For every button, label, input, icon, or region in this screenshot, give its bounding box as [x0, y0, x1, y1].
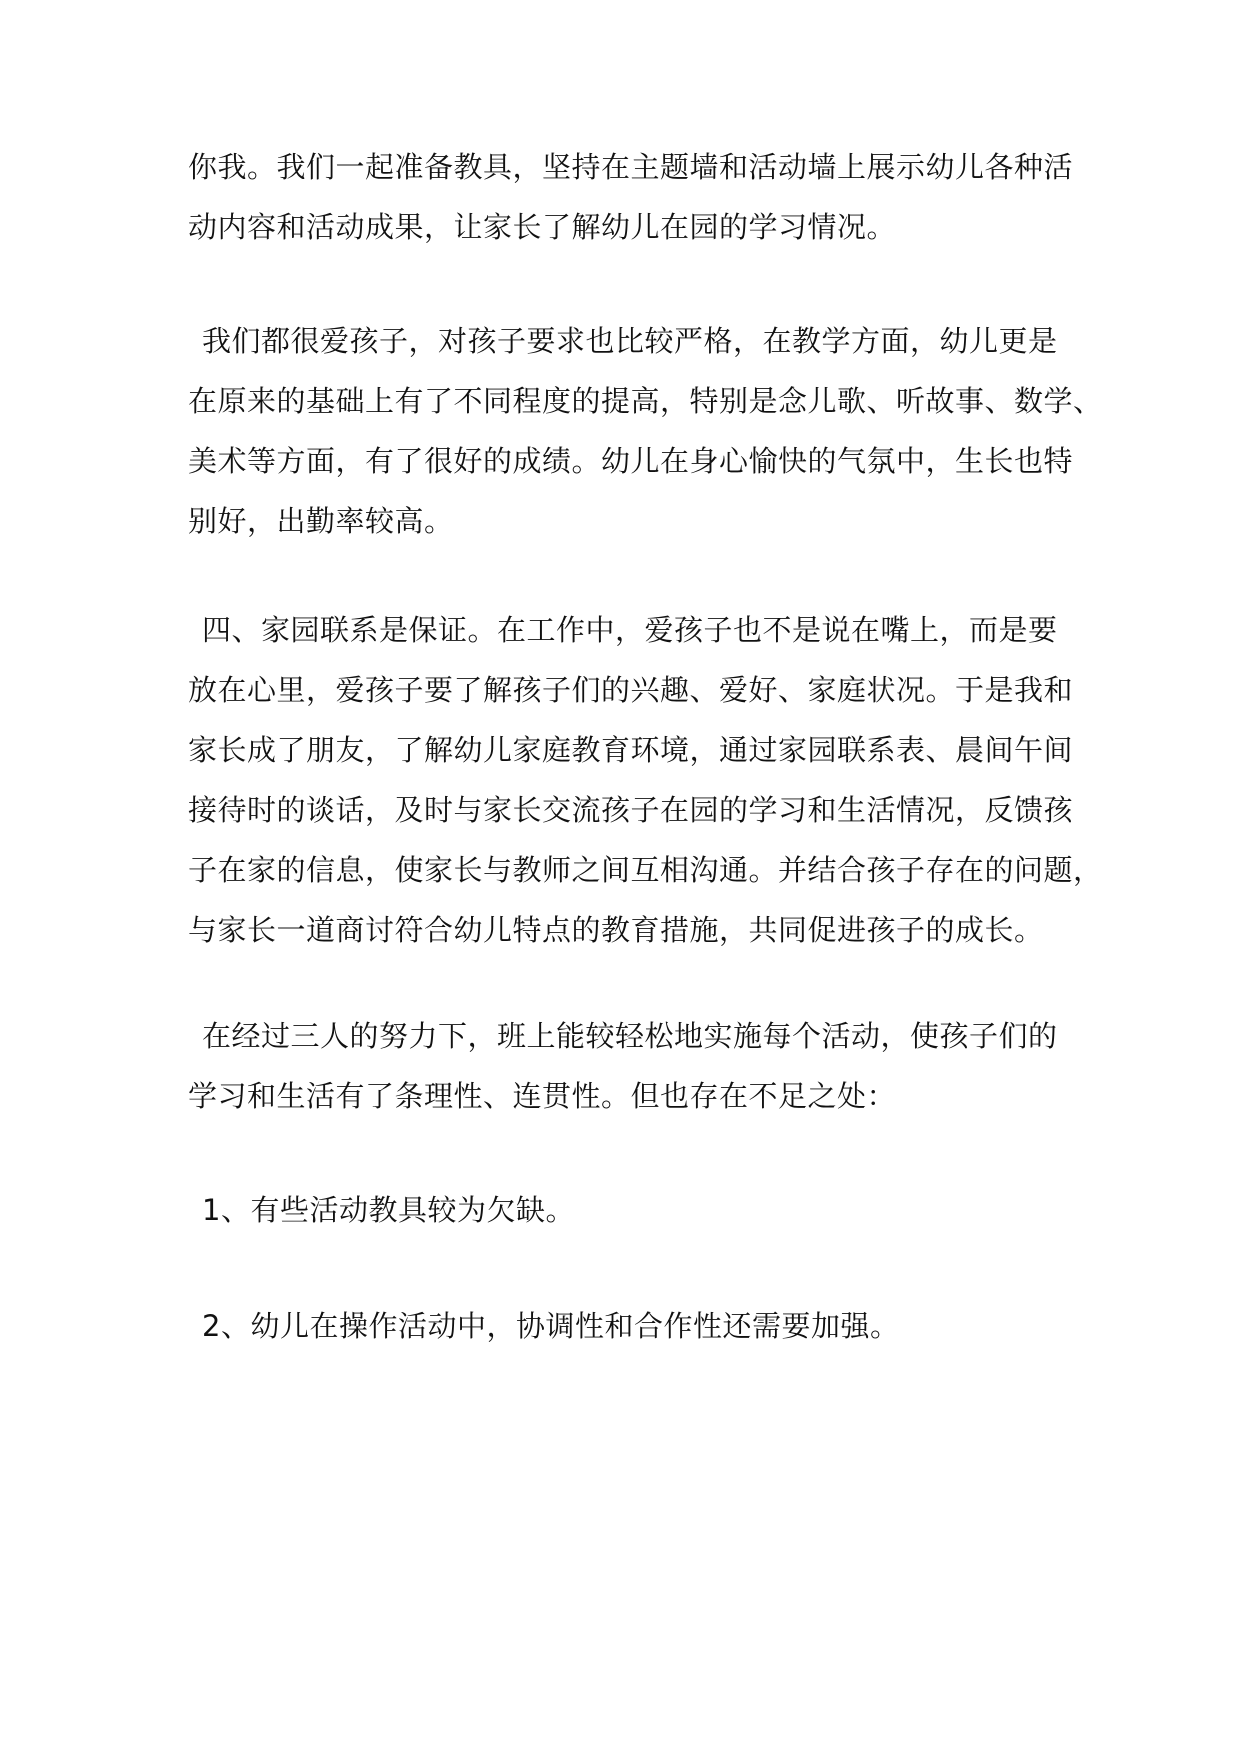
- paragraph-line: 在原来的基础上有了不同程度的提高，特别是念儿歌、听故事、数学、: [188, 384, 1103, 418]
- paragraph-line: 接待时的谈话，及时与家长交流孩子在园的学习和生活情况，反馈孩: [188, 793, 1074, 827]
- paragraph-6: [188, 1296, 1068, 1356]
- paragraph-5: [188, 1180, 1068, 1240]
- paragraph-line: 别好，出勤率较高。: [188, 504, 454, 538]
- paragraph-2: [188, 311, 1103, 551]
- paragraph-line: 我们都很爱孩子，对孩子要求也比较严格，在教学方面，幼儿更是: [202, 324, 1058, 358]
- paragraph-line: 家长成了朋友，了解幼儿家庭教育环境，通过家园联系表、晨间午间: [188, 733, 1074, 767]
- paragraph-line: 2、幼儿在操作活动中，协调性和合作性还需要加强。: [202, 1309, 900, 1343]
- paragraph-line: 1、有些活动教具较为欠缺。: [202, 1193, 575, 1227]
- paragraph-line: 四、家园联系是保证。在工作中，爱孩子也不是说在嘴上，而是要: [202, 613, 1058, 647]
- paragraph-3: [188, 600, 1103, 960]
- paragraph-line: 动内容和活动成果，让家长了解幼儿在园的学习情况。: [188, 210, 897, 244]
- paragraph-4: [188, 1006, 1068, 1126]
- paragraph-line: 学习和生活有了条理性、连贯性。但也存在不足之处：: [188, 1079, 897, 1113]
- paragraph-line: 在经过三人的努力下，班上能较轻松地实施每个活动，使孩子们的: [202, 1019, 1058, 1053]
- paragraph-line: 与家长一道商讨符合幼儿特点的教育措施，共同促进孩子的成长。: [188, 913, 1044, 947]
- paragraph-line: 子在家的信息，使家长与教师之间互相沟通。并结合孩子存在的问题，: [188, 853, 1103, 887]
- paragraph-1: [188, 137, 1074, 257]
- paragraph-line: 美术等方面，有了很好的成绩。幼儿在身心愉快的气氛中，生长也特: [188, 444, 1074, 478]
- paragraph-line: 你我。我们一起准备教具，坚持在主题墙和活动墙上展示幼儿各种活: [188, 150, 1074, 184]
- paragraph-line: 放在心里，爱孩子要了解孩子们的兴趣、爱好、家庭状况。于是我和: [188, 673, 1074, 707]
